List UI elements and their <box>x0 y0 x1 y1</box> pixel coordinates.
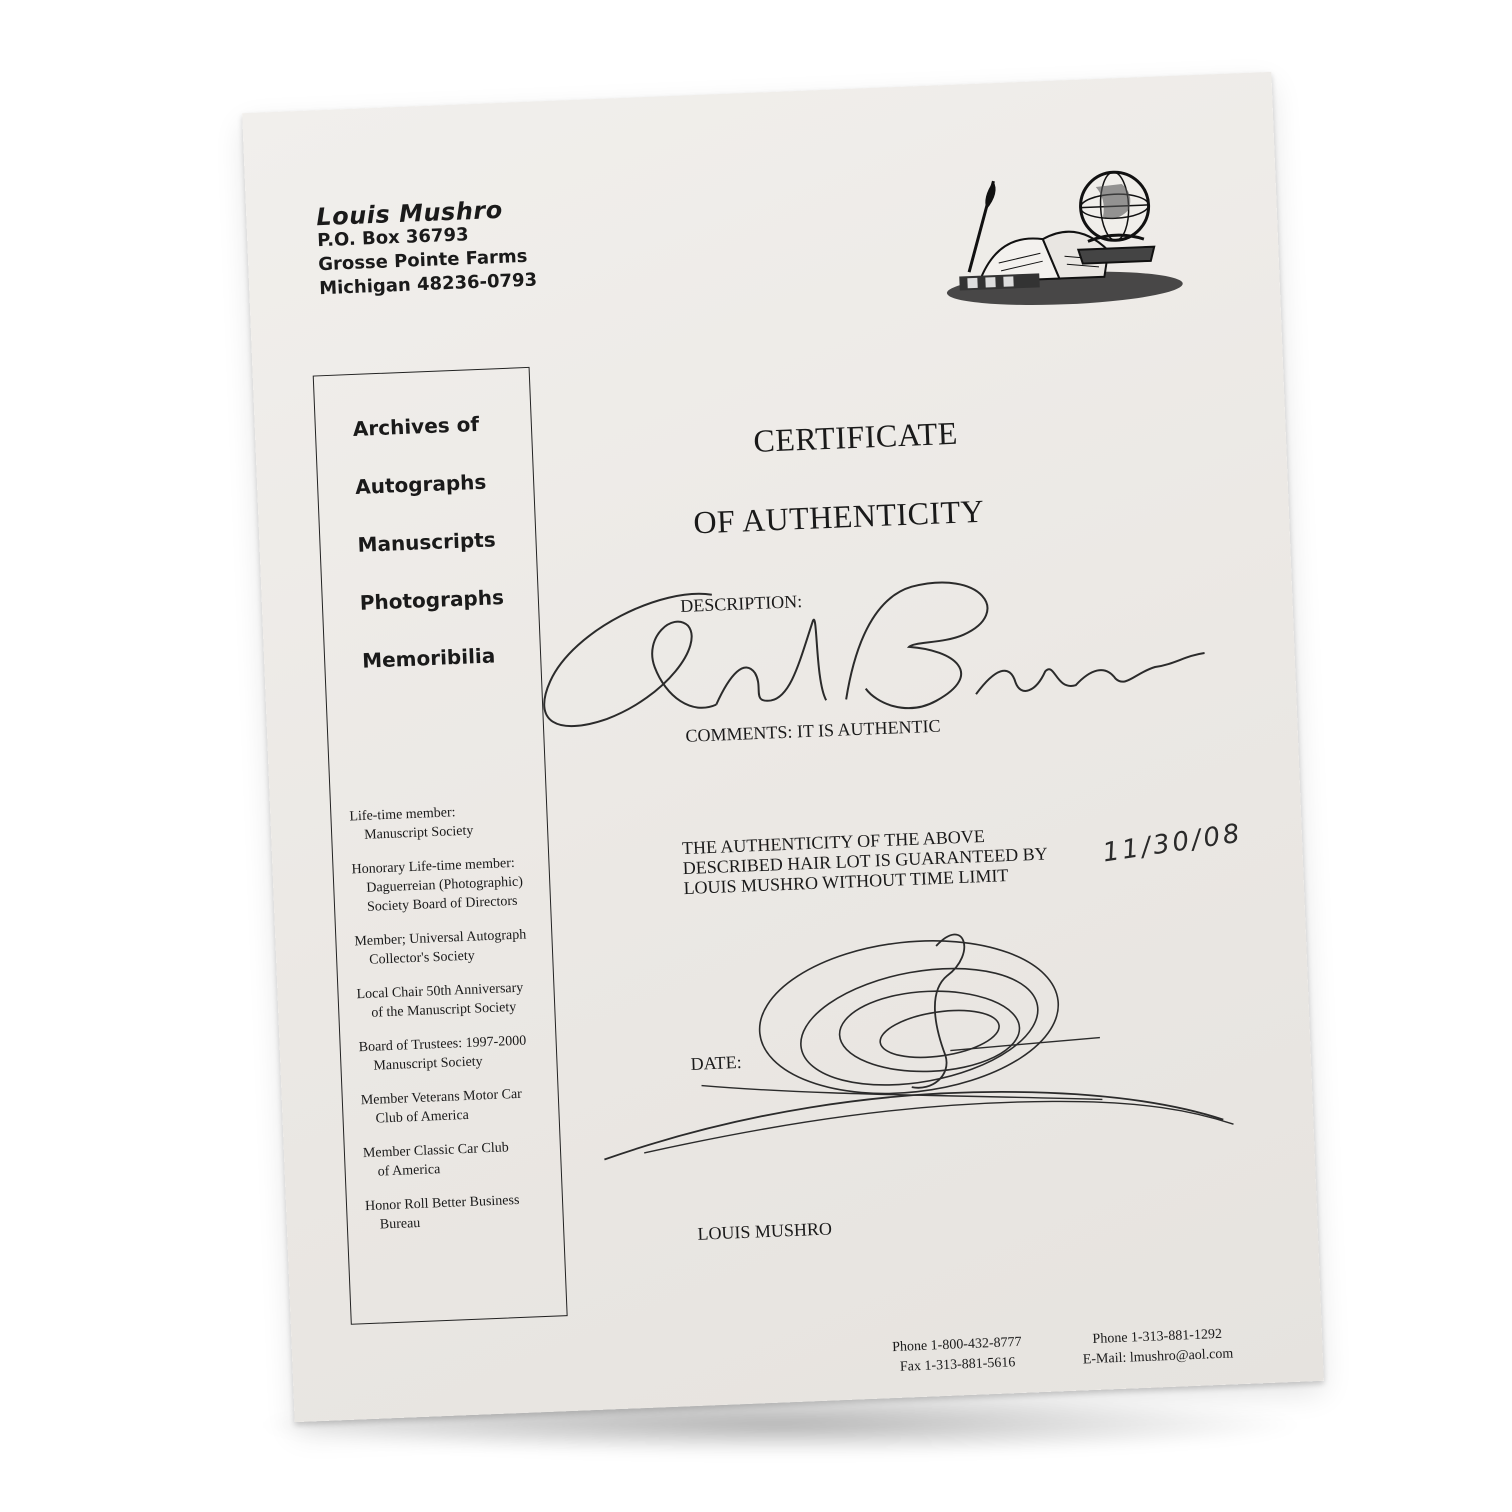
footer-fax: Fax 1-313-881-5616 <box>899 1355 1016 1375</box>
membership-title: Honorary Life-time member: <box>351 855 516 878</box>
globe-book-logo-icon <box>935 155 1191 315</box>
louis-mushro-signature <box>575 904 1245 1190</box>
membership-org: of the Manuscript Society <box>371 999 517 1021</box>
membership-org: Collector's Society <box>368 948 476 968</box>
comments-label: COMMENTS: IT IS AUTHENTIC <box>685 715 941 746</box>
membership-item <box>365 1189 566 1235</box>
signer-name: LOUIS MUSHRO <box>697 1218 833 1244</box>
footer-email: E-Mail: lmushro@aol.com <box>1082 1346 1234 1368</box>
membership-org: Club of America <box>375 1107 470 1127</box>
membership-item <box>360 1083 561 1129</box>
footer-contact-left <box>892 1333 1023 1378</box>
category-item: Archives of <box>352 411 480 441</box>
membership-title: Board of Trustees: 1997-2000 <box>358 1033 527 1056</box>
membership-item <box>351 852 553 917</box>
membership-org: Bureau <box>379 1215 421 1233</box>
letterhead <box>316 197 538 302</box>
handwritten-date: 11/30/08 <box>1100 818 1245 869</box>
category-list <box>352 411 508 707</box>
category-item: Memoribilia <box>361 643 496 673</box>
letterhead-address-line1: P.O. Box 36793 <box>316 224 469 252</box>
services-sidebar <box>313 367 568 1325</box>
certificate-page <box>242 72 1324 1422</box>
certificate-title-line1: CERTIFICATE <box>752 414 959 459</box>
membership-org: Daguerreian (Photographic) Society Board of Directors <box>366 874 524 915</box>
membership-item <box>363 1136 564 1182</box>
membership-list <box>349 799 567 1250</box>
footer-contact-right <box>1082 1324 1234 1370</box>
membership-item <box>354 924 555 970</box>
footer-phone-local: Phone 1-313-881-1292 <box>1092 1326 1223 1348</box>
description-label: DESCRIPTION: <box>679 591 803 617</box>
category-item: Autographs <box>354 469 487 499</box>
category-item: Photographs <box>359 585 505 615</box>
footer-phone-tollfree: Phone 1-800-432-8777 <box>891 1334 1022 1356</box>
letterhead-address-line3: Michigan 48236-0793 <box>318 269 538 300</box>
membership-title: Member; Universal Autograph <box>354 927 527 950</box>
membership-title: Honor Roll Better Business <box>364 1192 520 1215</box>
membership-title: Local Chair 50th Anniversary <box>356 980 524 1003</box>
membership-org: Manuscript Society <box>363 823 474 843</box>
membership-title: Member Veterans Motor Car <box>360 1086 523 1109</box>
membership-title: Life-time member: <box>349 805 456 825</box>
certificate-title-line2: OF AUTHENTICITY <box>692 492 985 541</box>
membership-title: Member Classic Car Club <box>362 1140 509 1162</box>
letterhead-address-line2: Grosse Pointe Farms <box>317 245 528 276</box>
membership-item <box>358 1030 559 1076</box>
date-label: DATE: <box>690 1051 743 1074</box>
certificate-title <box>692 412 1019 541</box>
letterhead-name: Louis Mushro <box>315 195 504 232</box>
membership-item <box>356 977 557 1023</box>
category-item: Manuscripts <box>357 527 497 557</box>
guarantee-statement: THE AUTHENTICITY OF THE ABOVE DESCRIBED HAIR LOT IS GUARANTEED BY LOUIS MUSHRO WITHOUT TIME LIMIT <box>681 825 1048 899</box>
membership-org: Manuscript Society <box>373 1054 483 1074</box>
membership-item <box>349 799 550 845</box>
membership-org: of America <box>377 1162 441 1180</box>
